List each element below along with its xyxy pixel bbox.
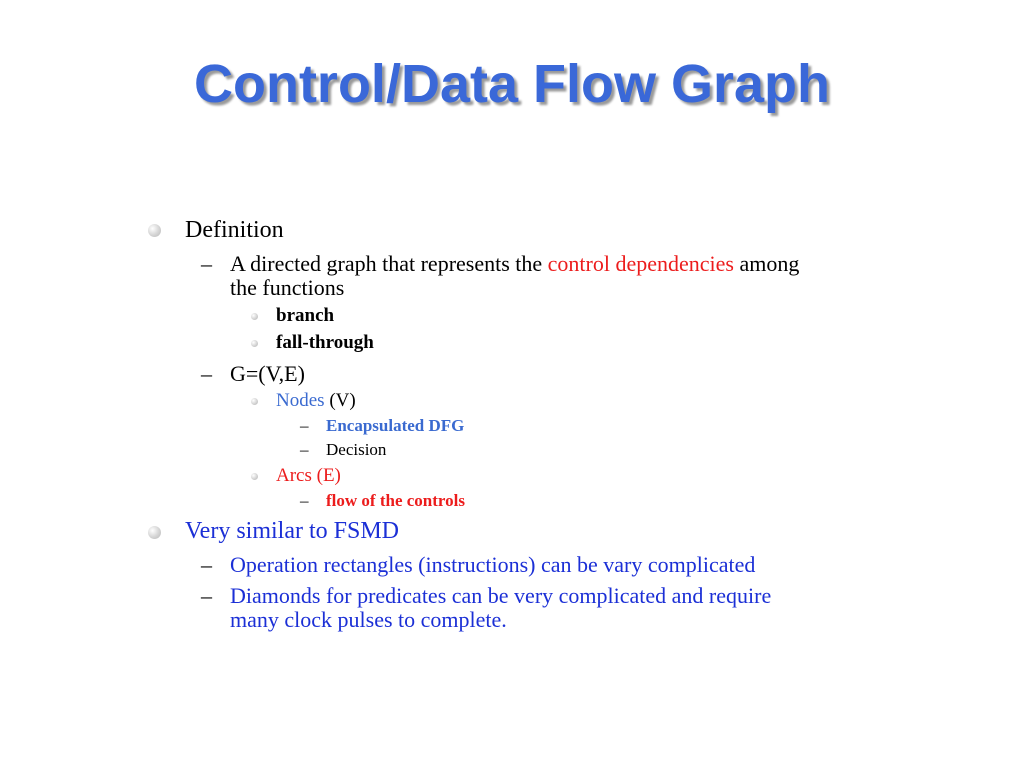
bullet-nodes: [276, 390, 356, 412]
node-item-decision: Decision: [326, 440, 387, 459]
bullet-dot: [148, 526, 161, 539]
bullet-dot: [251, 313, 258, 320]
bullet-definition: Definition: [185, 217, 284, 243]
definition-description: [230, 251, 920, 276]
bullet-arcs: Arcs (E): [276, 465, 341, 486]
bullet-fall-through: fall-through: [276, 332, 374, 353]
nodes-label: Nodes: [276, 390, 325, 411]
similar-item-diamonds: Diamonds for predicates can be very complicated and require: [230, 583, 772, 608]
dash-marker: –: [201, 251, 212, 276]
dash-marker: –: [300, 440, 309, 459]
slide-title: Control/Data Flow Graph: [193, 54, 830, 114]
dash-marker: –: [201, 583, 212, 608]
node-item-encapsulated-dfg: Encapsulated DFG: [326, 416, 465, 435]
graph-definition: G=(V,E): [230, 361, 305, 386]
similar-item-diamonds-continuation: many clock pulses to complete.: [230, 607, 507, 632]
control-dependencies-highlight: control dependencies: [547, 251, 734, 276]
bullet-dot: [251, 398, 258, 405]
bullet-dot: [251, 473, 258, 480]
dash-marker: –: [201, 361, 212, 386]
bullet-dot: [251, 340, 258, 347]
bullet-branch: branch: [276, 305, 335, 326]
arc-item-flow-of-controls: flow of the controls: [326, 491, 465, 510]
bullet-dot: [148, 224, 161, 237]
similar-item-operation-rectangles: Operation rectangles (instructions) can be vary complicated: [230, 552, 756, 577]
nodes-suffix: (V): [324, 390, 356, 411]
bullet-very-similar: Very similar to FSMD: [185, 518, 400, 544]
description-continuation: the functions: [230, 275, 345, 300]
description-text: among: [733, 251, 800, 276]
dash-marker: –: [300, 491, 309, 510]
dash-marker: –: [300, 416, 309, 435]
dash-marker: –: [201, 552, 212, 577]
description-text: A directed graph that represents the: [230, 251, 548, 276]
